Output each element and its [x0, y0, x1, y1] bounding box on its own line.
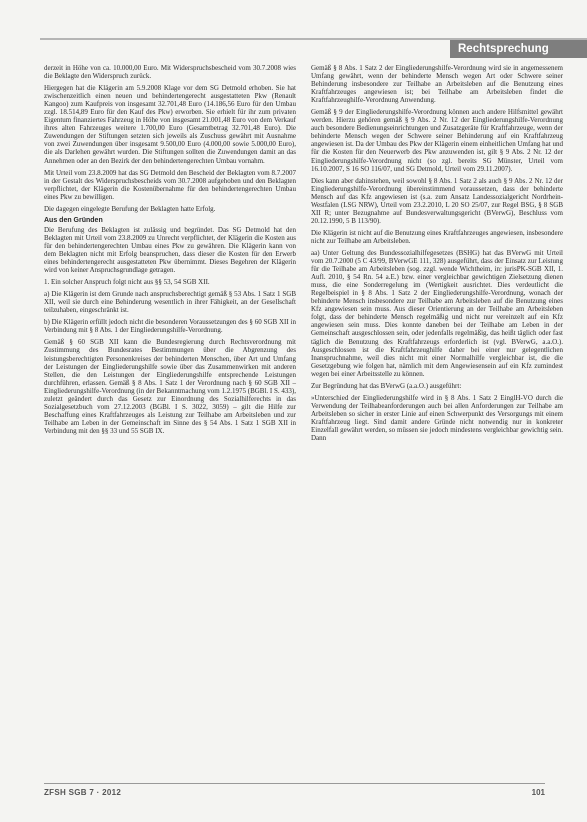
paragraph: Dies kann aber dahinstehen, weil sowohl § 8 Abs. 1 Satz 2 als auch § 9 Abs. 2 Nr. 12 der Eingliederungshilfe-Verordnung übereinstimmend voraussetzen, dass der behinderte Mensch auf das Kfz angewiesen ist (s.a. zum Ansatz Landessozialgericht Nordrhein-Westfalen (LSG NRW), Urteil vom 23.2.2010, L 20 SO 25/07, zur Regel BSG, § 8 SGB XII R; unter Bezugnahme auf Bundesverwaltungsgericht (BVerwG), Beschluss vom 20.12.1990, 5 B 113/90).: [311, 176, 563, 225]
section-banner: Rechtsprechung: [450, 40, 587, 58]
paragraph: »Unterschied der Eingliederungshilfe wird in § 8 Abs. 1 Satz 2 EinglH-VO durch die Verwendung der Teilhabeanforderungen auch bei allen Anforderungen zur Teilhabe am Arbeitsleben so sicher in erster Linie auf einen Schwerpunkt des Versorgungs mit einem Kraftfahrzeug liegt. Sind damit andere Gründe nicht notwendig nur in konkreter Einzelfall gewährt werden, so müssen sie jedoch mindestens vergleichbar gewichtig sein. Dann: [311, 393, 563, 443]
paragraph: Gemäß § 8 Abs. 1 Satz 2 der Eingliederungshilfe-Verordnung wird sie in angemessenem Umfang gewährt, wenn der behinderte Mensch wegen Art oder Schwere seiner Behinderung insbesondere zur Teilhabe an Arbeitsleben auf die Benutzung eines Kraftfahrzeuges angewiesen ist; bei Teilhabe am Arbeitsleben findet die Kraftfahrzeughilfe-Verordnung Anwendung.: [311, 64, 563, 105]
paragraph: 1. Ein solcher Anspruch folgt nicht aus §§ 53, 54 SGB XII.: [44, 278, 210, 287]
paragraph: Hiergegen hat die Klägerin am 5.9.2008 Klage vor dem SG Detmold erhoben. Sie hat zwischenzeitlich einen neuen und behindertengerecht ausgestatteten Pkw (Renault Kangoo) zum Kaufpreis von insgesamt 32.701,48 Euro (14.186,56 Euro für den Umbau zzgl. 18.514,89 Euro für den Kauf des Pkw) erworben. Sie erhielt für ihr zum privaten Eigentum finanziertes Fahrzeug in Höhe von insgesamt 21.001,48 Euro von dem Verkauf ihres alten Fahrzeuges weitere 1.700,00 Euro (Gesamtbetrag 32.701,48 Euro). Die Zuwendungen der Stiftungen setzten sich jeweils als Zuschuss gewährt mit Ausnahme von zwei Zuwendungen über insgesamt 9.500,00 Euro (4.000,00 sowie 5.000,00 Euro), die als Darlehen gewährt wurden. Die Stiftungen sollten die Zuwendungen damit an das Annehmen oder an den Bezirk der den behindertengerechten Umbau vornahm.: [44, 84, 296, 165]
paragraph: Die dagegen eingelegte Berufung der Beklagten hatte Erfolg.: [44, 204, 216, 213]
paragraph: Die Klägerin ist nicht auf die Benutzung eines Kraftfahrzeuges angewiesen, insbesondere nicht zur Teilhabe am Arbeitsleben.: [311, 228, 563, 245]
paragraph: Zur Begründung hat das BVerwG (a.a.O.) ausgeführt:: [311, 381, 462, 390]
paragraph: b) Die Klägerin erfüllt jedoch nicht die besonderen Voraussetzungen des § 60 SGB XII in Verbindung mit § 8 Abs. 1 der Eingliederungshilfe-Verordnung.: [44, 318, 296, 335]
paragraph: a) Die Klägerin ist dem Grunde nach anspruchsberechtigt gemäß § 53 Abs. 1 Satz 1 SGB XII, weil sie durch eine Behinderung wesentlich in ihrer Fähigkeit, an der Gesellschaft teilzuhaben, eingeschränkt ist.: [44, 290, 296, 315]
paragraph: Die Berufung des Beklagten ist zulässig und begründet. Das SG Detmold hat den Beklagten mit Urteil vom 23.8.2009 zu Unrecht verpflichtet, der Klägerin die Kosten aus für den behindertengerechten Umbau eines Pkw zu gewähren. Die Klägerin kann von dem Beklagten nicht mit Erfolg beanspruchen, dass dieser die Kosten für den Erwerb eines behindertengerecht ausgestatteten Pkw übernimmt. Dieses Begehren der Klägerin wird von keiner Anspruchsgrundlage getragen.: [44, 225, 296, 275]
page-number: 101: [531, 788, 545, 797]
right-column: [311, 64, 563, 446]
page-footer: [44, 788, 545, 800]
paragraph: Mit Urteil vom 23.8.2009 hat das SG Detmold den Bescheid der Beklagten vom 8.7.2007 in der Gestalt des Widerspruchsbescheids vom 30.7.2008 aufgehoben und den Beklagten verpflichtet, der Klägerin die Kostenübernahme für den behindertengerechten Umbau eines Pkw zu bewilligen.: [44, 168, 296, 201]
paragraph: Gemäß § 60 SGB XII kann die Bundesregierung durch Rechtsverordnung mit Zustimmung des Bundesrates Bestimmungen über die Abgrenzung des leistungsberechtigten Personenkreises der behinderten Menschen, über Art und Umfang der Leistungen der Eingliederungshilfe sowie über das Zusammenwirken mit anderen Stellen, die den Leistungen der Eingliederungshilfe entsprechende Leistungen durchführen, erlassen. Gemäß § 8 Abs. 1 Satz 1 der Verordnung nach § 60 SGB XII – Eingliederungshilfe-Verordnung (in der Bekanntmachung vom 1.2.1975 (BGBl. I S. 433), zuletzt geändert durch das Gesetz zur Einordnung des Sozialhilferechts in das Sozialgesetzbuch vom 27.12.2003 (BGBl. I S. 3022, 3059) – gilt die Hilfe zur Beschaffung eines Kraftfahrzeuges als Leistung zur Teilhabe am Arbeitsleben und zur Teilhabe am Leben in der Gemeinschaft im Sinne des § 54 Abs. 1 Satz 1 SGB XII in Verbindung mit den §§ 33 und 55 SGB IX.: [44, 338, 296, 435]
paragraph: Gemäß § 9 der Eingliederungshilfe-Verordnung können auch andere Hilfsmittel gewährt werden. Hierzu gehören gemäß § 9 Abs. 2 Nr. 12 der Eingliederungshilfe-Verordnung auch besondere Bedienungseinrichtungen und Zusatzgeräte für Kraftfahrzeuge, wenn der behinderte Mensch wegen der Schwere seiner Behinderung auf ein Kraftfahrzeug angewiesen ist. Da der Umbau des Pkw der Klägerin einem einheitlichen Umfang hat und für die Kosten für den Neuerwerb des Pkw anzuwenden ist, gilt § 9 Abs. 2 Nr. 12 der Eingliederungshilfe-Verordnung nicht (so zgl. bereits SG Münster, Urteil vom 16.10.2007, S 16 SO 116/07, und SG Detmold, Urteil vom 29.11.2007).: [311, 108, 563, 173]
paragraph: aa) Unter Geltung des Bundessozialhilfegesetzes (BSHG) hat das BVerwG mit Urteil vom 20.7.2000 (5 C 43/99, BVerwGE 111, 328) ausgeführt, dass der Einsatz zur Leistung für die Teilhabe am Arbeitsleben (sog. zzgl. wende Wichtheim, in: jurisPK-SGB XII, 1. Aufl. 2010, § 54 Rn. 54 a.E.) bzw. einer vergleichbar gewichtigen Zielsetzung dienen muss, die eine Sonderregelung im (Wertigkeit ausrichtet. Dies verdeutlicht die Regelbeispiel in § 8 Abs. 1 Satz 2 der Eingliederungshilfe-Verordnung, wonach der behinderte Mensch insbesondere zur Teilhabe am Arbeitsleben auf die Benutzung eines Kfz angewiesen sein muss. Aus dieser Orientierung an der Teilhabe am Arbeitsleben folgt, dass der behinderte Mensch regelmäßig und nicht nur vereinzelt auf ein Kfz angewiesen sein muss. Dies konnte daneben bei der Teilhabe am Leben in der Gemeinschaft ausgeschlossen sein, oder jedenfalls regelmäßig, das heißt täglich oder fast täglich die Benutzung des Kraftfahrzeugs erforderlich ist (vgl. BVerwG, a.a.O.). Ausgeschlossen ist die Kraftfahrzeughilfe daher bei einer nur gelegentlichen Inanspruchnahme, weil dies nicht mit einer Normalhilfe vergleichbar ist, die die Gesetzgebung wie folgen hat, nämlich mit dem Angewiesensein auf ein Kfz zumindest wegen bei einer Arbeitsstelle zu können.: [311, 248, 563, 378]
journal-issue: ZFSH SGB 7 · 2012: [44, 788, 122, 797]
section-heading: Aus den Gründen: [44, 216, 103, 224]
paragraph: derzeit in Höhe von ca. 10.000,00 Euro. Mit Widerspruchsbescheid vom 30.7.2008 wies die Beklagte den Widerspruch zurück.: [44, 64, 296, 81]
left-column: [44, 64, 296, 439]
footer-rule: [44, 783, 545, 784]
